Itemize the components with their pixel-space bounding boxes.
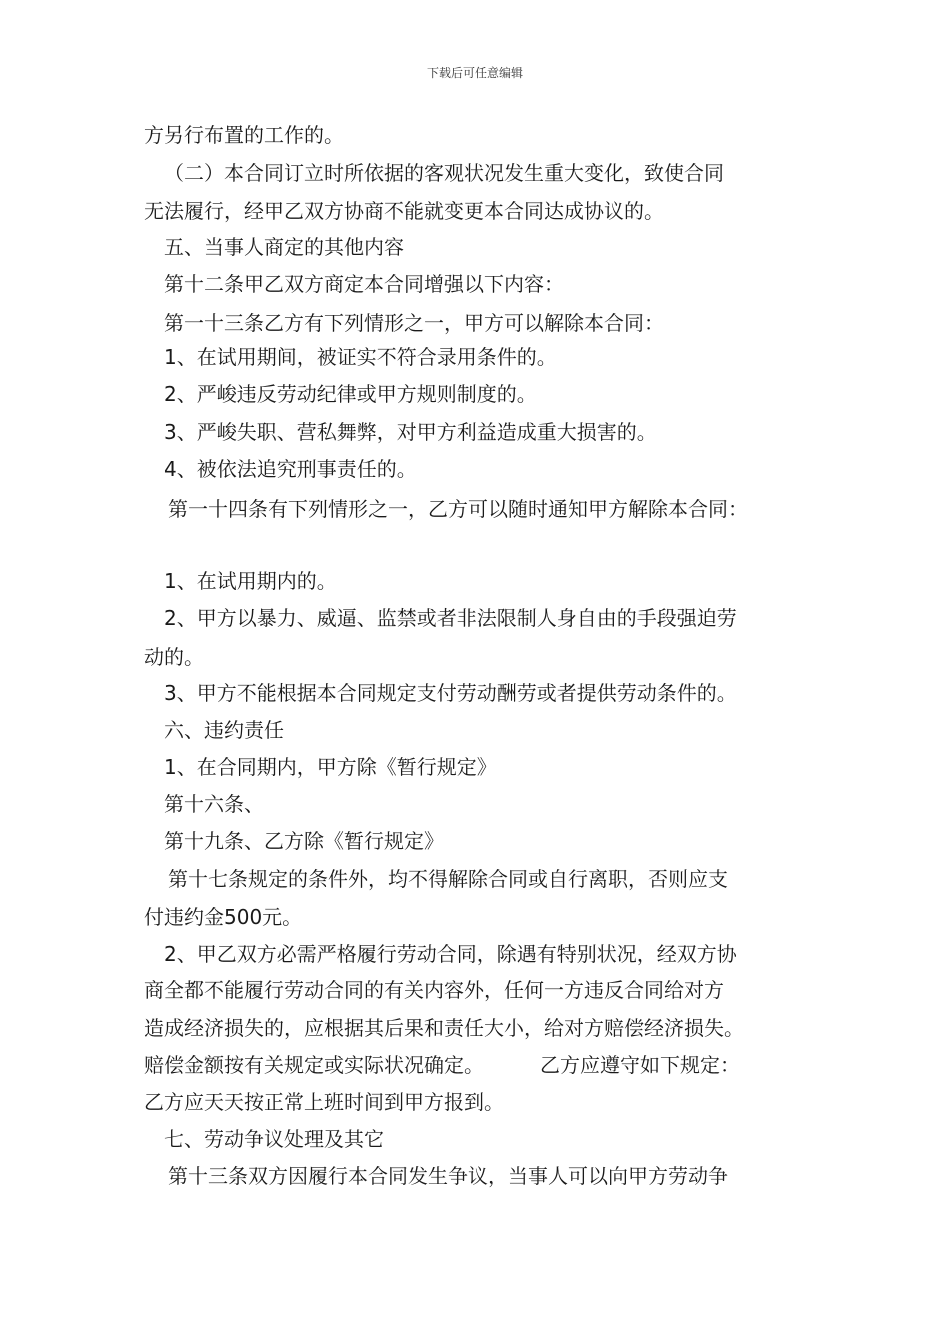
- text-line: 无法履行，经甲乙双方协商不能就变更本合同达成协议的。: [144, 199, 664, 223]
- section-heading: 五、当事人商定的其他内容: [164, 235, 404, 259]
- text-line: 商全都不能履行劳动合同的有关内容外，任何一方违反合同给对方: [144, 978, 724, 1002]
- text-line: 第十九条、乙方除《暂行规定》: [164, 829, 444, 853]
- text-fragment: 乙方应遵守如下规定：: [540, 1053, 740, 1077]
- list-item: 1、在合同期内，甲方除《暂行规定》: [164, 755, 497, 779]
- text-line: 付违约金500元。: [144, 905, 303, 929]
- list-item: 3、严峻失职、营私舞弊，对甲方利益造成重大损害的。: [164, 420, 657, 444]
- text-line: 动的。: [144, 645, 204, 669]
- text-fragment: 赔偿金额按有关规定或实际状况确定。: [144, 1053, 484, 1077]
- text-line: 第十七条规定的条件外，均不得解除合同或自行离职，否则应支: [168, 867, 728, 891]
- list-item: 2、甲方以暴力、威逼、监禁或者非法限制人身自由的手段强迫劳: [164, 606, 737, 630]
- text-line: 第十六条、: [164, 792, 264, 816]
- text-line: 第十二条甲乙双方商定本合同增强以下内容：: [164, 272, 564, 296]
- text-line: 第一十三条乙方有下列情形之一，甲方可以解除本合同：: [164, 311, 664, 335]
- text-line: （二）本合同订立时所依据的客观状况发生重大变化，致使合同: [164, 161, 724, 185]
- list-item: 2、严峻违反劳动纪律或甲方规则制度的。: [164, 382, 537, 406]
- text-line: 第十三条双方因履行本合同发生争议，当事人可以向甲方劳动争: [168, 1164, 728, 1188]
- text-line: 造成经济损失的，应根据其后果和责任大小，给对方赔偿经济损失。: [144, 1016, 744, 1040]
- list-item: 4、被依法追究刑事责任的。: [164, 457, 417, 481]
- text-line: 第一十四条有下列情形之一，乙方可以随时通知甲方解除本合同：: [168, 497, 748, 521]
- text-line: [144, 1051, 740, 1079]
- text-line: 乙方应天天按正常上班时间到甲方报到。: [144, 1090, 504, 1114]
- list-item: 3、甲方不能根据本合同规定支付劳动酬劳或者提供劳动条件的。: [164, 681, 737, 705]
- list-item: 2、甲乙双方必需严格履行劳动合同，除遇有特别状况，经双方协: [164, 942, 737, 966]
- section-heading: 七、劳动争议处理及其它: [164, 1127, 384, 1151]
- list-item: 1、在试用期间，被证实不符合录用条件的。: [164, 345, 557, 369]
- page-header: 下载后可任意编辑: [426, 66, 523, 80]
- text-line: 方另行布置的工作的。: [144, 123, 344, 147]
- list-item: 1、在试用期内的。: [164, 569, 337, 593]
- section-heading: 六、违约责任: [164, 718, 284, 742]
